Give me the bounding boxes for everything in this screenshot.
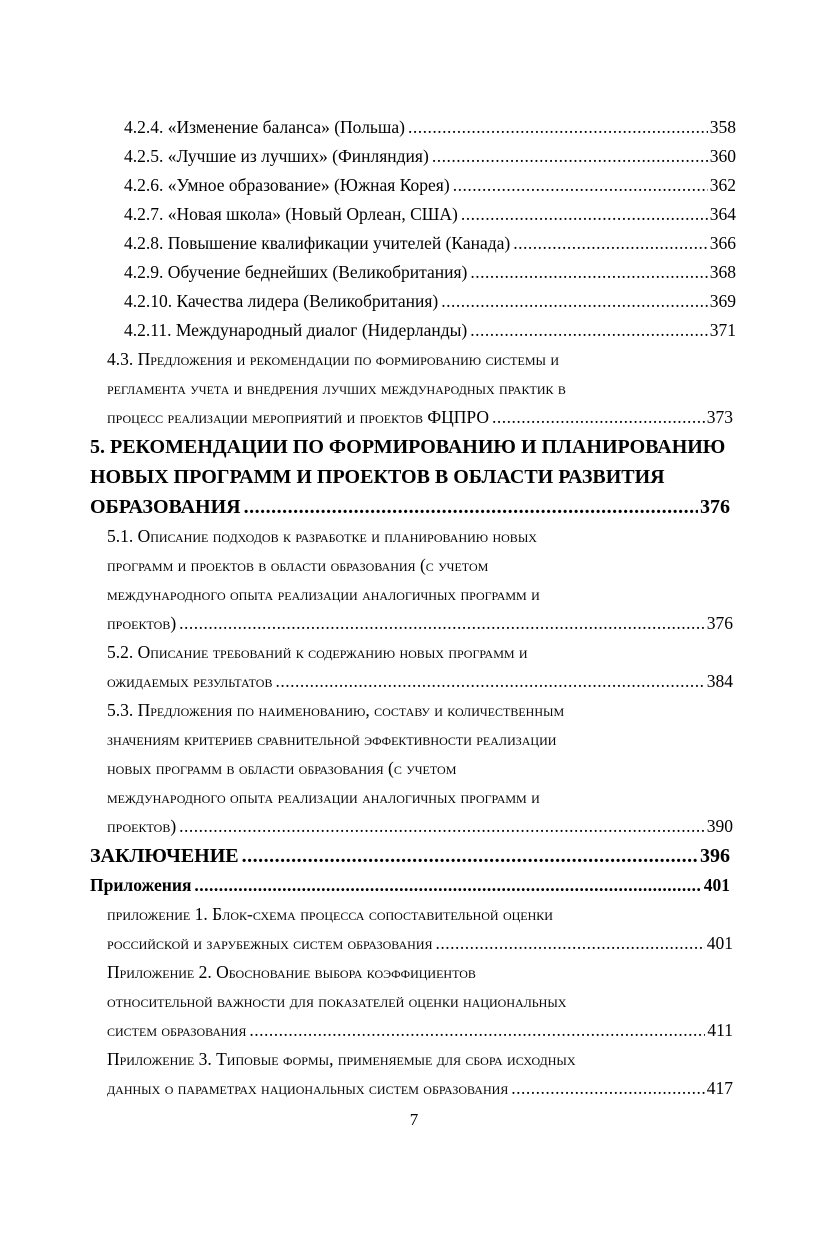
toc-entry-title: 5.1. Описание подходов к разработке и планированию новых bbox=[107, 526, 537, 546]
toc-leader bbox=[492, 403, 705, 432]
toc-page-number: 401 bbox=[703, 875, 730, 895]
toc-leader bbox=[470, 316, 708, 345]
toc-entry-title: международного опыта реализации аналогичных программ и bbox=[107, 787, 540, 807]
toc-entry-4-2-4[interactable] bbox=[0, 113, 736, 142]
toc-leader bbox=[408, 113, 708, 142]
toc-page-number: 396 bbox=[700, 845, 730, 867]
toc-entry-title: 5.2. Описание требований к содержанию новых программ и bbox=[107, 642, 528, 662]
toc-leader bbox=[275, 667, 704, 696]
toc-appendix-2-line-3[interactable] bbox=[0, 1016, 733, 1045]
toc-entry-title: проектов) bbox=[107, 613, 177, 633]
toc-appendix-3-line-2[interactable] bbox=[0, 1074, 733, 1103]
toc-entry-title: приложение 1. Блок-схема процесса сопоставительной оценки bbox=[107, 904, 553, 924]
toc-page-number: 384 bbox=[706, 671, 733, 691]
page-number: 7 bbox=[409, 1110, 419, 1129]
toc-page-number: 417 bbox=[706, 1078, 733, 1098]
toc-entry-5-2-line-2[interactable] bbox=[0, 667, 733, 696]
toc-entry-5-3-line-4[interactable] bbox=[0, 783, 733, 812]
toc-entry-title: международного опыта реализации аналогичных программ и bbox=[107, 584, 540, 604]
toc-chapter-title: НОВЫХ ПРОГРАММ И ПРОЕКТОВ В ОБЛАСТИ РАЗВИТИЯ bbox=[90, 466, 665, 488]
toc-leader bbox=[179, 812, 705, 841]
toc-chapter-5-line-2[interactable] bbox=[0, 462, 730, 492]
toc-page-number: 376 bbox=[706, 613, 733, 633]
toc-appendix-2-line-2[interactable] bbox=[0, 987, 733, 1016]
toc-entry-title: 4.2.7. «Новая школа» (Новый Орлеан, США) bbox=[124, 204, 458, 224]
toc-entry-title: 4.2.10. Качества лидера (Великобритания) bbox=[124, 291, 439, 311]
toc-entry-5-2-line-1[interactable] bbox=[0, 638, 733, 667]
toc-entry-title: систем образования bbox=[107, 1020, 247, 1040]
toc-entry-title: данных о параметрах национальных систем образования bbox=[107, 1078, 509, 1098]
toc-chapter-5-line-3[interactable] bbox=[0, 492, 730, 522]
toc-entry-4-2-9[interactable] bbox=[0, 258, 736, 287]
toc-entry-title: 4.3. Предложения и рекомендации по формированию системы и bbox=[107, 349, 560, 369]
toc-appendix-1-line-1[interactable] bbox=[0, 900, 733, 929]
toc-entry-title: регламента учета и внедрения лучших международных практик в bbox=[107, 378, 566, 398]
toc-chapter-title: ЗАКЛЮЧЕНИЕ bbox=[90, 845, 239, 867]
toc-leader bbox=[244, 492, 698, 522]
toc-leader bbox=[436, 929, 705, 958]
toc-page-number: 364 bbox=[709, 204, 736, 224]
toc-entry-5-1-line-2[interactable] bbox=[0, 551, 733, 580]
toc-appendix-1-line-2[interactable] bbox=[0, 929, 733, 958]
toc-entry-title: относительной важности для показателей оценки национальных bbox=[107, 991, 567, 1011]
toc-leader bbox=[470, 258, 707, 287]
toc-appendix-3-line-1[interactable] bbox=[0, 1045, 733, 1074]
toc-entry-title: 4.2.8. Повышение квалификации учителей (Канада) bbox=[124, 233, 511, 253]
toc-leader bbox=[432, 142, 708, 171]
toc-page-number: 376 bbox=[700, 496, 730, 518]
toc-entry-4-3-line-1[interactable] bbox=[0, 345, 733, 374]
toc-entry-title: российской и зарубежных систем образования bbox=[107, 933, 433, 953]
toc-entry-title: 5.3. Предложения по наименованию, составу и количественным bbox=[107, 700, 565, 720]
toc-entry-title: 4.2.6. «Умное образование» (Южная Корея) bbox=[124, 175, 450, 195]
toc-entry-4-2-11[interactable] bbox=[0, 316, 736, 345]
toc-entry-title: Приложение 2. Обоснование выбора коэффициентов bbox=[107, 962, 476, 982]
toc-appendix-2-line-1[interactable] bbox=[0, 958, 733, 987]
toc-page-number: 362 bbox=[709, 175, 736, 195]
toc-leader bbox=[441, 287, 708, 316]
toc-leader bbox=[453, 171, 708, 200]
toc-entry-5-3-line-3[interactable] bbox=[0, 754, 733, 783]
toc-page-number: 371 bbox=[709, 320, 736, 340]
toc-page-number: 368 bbox=[709, 262, 736, 282]
toc-entry-5-3-line-1[interactable] bbox=[0, 696, 733, 725]
toc-page-number: 366 bbox=[709, 233, 736, 253]
toc-entry-4-3-line-2[interactable] bbox=[0, 374, 733, 403]
toc-leader bbox=[179, 609, 705, 638]
toc-entry-title: программ и проектов в области образования (с учетом bbox=[107, 555, 489, 575]
toc-entry-title: новых программ в области образования (с учетом bbox=[107, 758, 457, 778]
toc-chapter-5-line-1[interactable] bbox=[0, 432, 730, 462]
toc-page-number: 390 bbox=[706, 816, 733, 836]
toc-entry-4-3-line-3[interactable] bbox=[0, 403, 733, 432]
toc-entry-5-1-line-3[interactable] bbox=[0, 580, 733, 609]
toc-leader bbox=[194, 871, 701, 900]
toc-page-number: 373 bbox=[706, 407, 733, 427]
toc-leader bbox=[513, 229, 708, 258]
toc-page-number: 369 bbox=[709, 291, 736, 311]
toc-conclusion[interactable] bbox=[0, 841, 730, 871]
table-of-contents bbox=[0, 113, 828, 1103]
toc-appendices[interactable] bbox=[0, 871, 730, 900]
toc-leader bbox=[249, 1016, 705, 1045]
toc-entry-4-2-6[interactable] bbox=[0, 171, 736, 200]
toc-chapter-title: 5. РЕКОМЕНДАЦИИ ПО ФОРМИРОВАНИЮ И ПЛАНИРОВАНИЮ bbox=[90, 436, 726, 458]
toc-entry-4-2-10[interactable] bbox=[0, 287, 736, 316]
toc-entry-4-2-8[interactable] bbox=[0, 229, 736, 258]
toc-entry-title: 4.2.4. «Изменение баланса» (Польша) bbox=[124, 117, 405, 137]
toc-entry-title: 4.2.5. «Лучшие из лучших» (Финляндия) bbox=[124, 146, 429, 166]
toc-entry-title: значениям критериев сравнительной эффективности реализации bbox=[107, 729, 557, 749]
toc-page-number: 401 bbox=[706, 933, 733, 953]
toc-entry-4-2-7[interactable] bbox=[0, 200, 736, 229]
toc-entry-title: проектов) bbox=[107, 816, 177, 836]
toc-entry-5-3-line-5[interactable] bbox=[0, 812, 733, 841]
toc-chapter-title: ОБРАЗОВАНИЯ bbox=[90, 496, 241, 518]
toc-leader bbox=[242, 841, 698, 871]
toc-entry-5-1-line-1[interactable] bbox=[0, 522, 733, 551]
toc-entry-4-2-5[interactable] bbox=[0, 142, 736, 171]
toc-chapter-title: Приложения bbox=[90, 875, 192, 895]
toc-page-number: 360 bbox=[709, 146, 736, 166]
toc-entry-title: процесс реализации мероприятий и проектов ФЦПРО bbox=[107, 407, 490, 427]
toc-page-number: 358 bbox=[709, 117, 736, 137]
toc-entry-title: 4.2.9. Обучение беднейших (Великобритания) bbox=[124, 262, 468, 282]
toc-entry-title: Приложение 3. Типовые формы, применяемые для сбора исходных bbox=[107, 1049, 576, 1069]
toc-entry-title: 4.2.11. Международный диалог (Нидерланды) bbox=[124, 320, 468, 340]
toc-leader bbox=[461, 200, 708, 229]
toc-page-number: 411 bbox=[707, 1020, 733, 1040]
toc-entry-title: ожидаемых результатов bbox=[107, 671, 273, 691]
toc-entry-5-3-line-2[interactable] bbox=[0, 725, 733, 754]
toc-entry-5-1-line-4[interactable] bbox=[0, 609, 733, 638]
toc-leader bbox=[511, 1074, 704, 1103]
